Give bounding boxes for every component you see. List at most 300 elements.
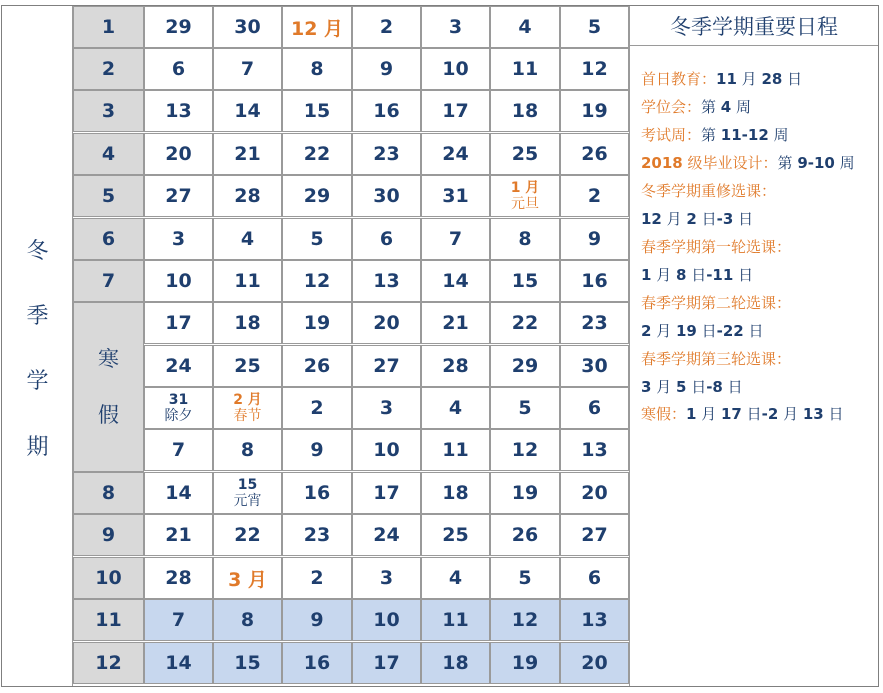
day-number: 17	[442, 100, 469, 122]
day-number: 25	[234, 355, 261, 377]
schedule-text: 4	[720, 98, 732, 116]
schedule-text: 日	[823, 405, 844, 423]
day-number: 3	[448, 16, 463, 38]
day-number: 18	[234, 312, 261, 334]
day-number: 13	[165, 100, 192, 122]
day-number: 15	[303, 100, 331, 122]
schedule-text: -8	[706, 378, 723, 396]
day-cell	[490, 6, 560, 48]
day-number: 17	[373, 482, 400, 504]
day-cell	[421, 557, 490, 599]
day-cell	[282, 175, 352, 217]
day-number: 24	[373, 524, 400, 546]
day-number: 16	[303, 652, 331, 674]
day-number: 26	[511, 524, 539, 546]
day-cell	[352, 6, 421, 48]
holiday-label: 除夕	[164, 408, 193, 424]
day-number: 27	[373, 355, 400, 377]
day-number: 12	[511, 609, 539, 631]
day-cell	[213, 472, 282, 514]
schedule-text: -2	[761, 405, 779, 423]
day-number: 9	[379, 58, 394, 80]
day-cell	[560, 429, 629, 471]
day-cell	[144, 260, 213, 302]
schedule-text: 日	[696, 322, 717, 340]
day-cell	[560, 6, 629, 48]
schedule-text: 月	[651, 378, 676, 396]
day-number: 5	[518, 397, 532, 419]
schedule-text: 第	[701, 98, 721, 116]
day-number: 12	[303, 270, 331, 292]
day-cell	[213, 48, 282, 90]
day-number: 11	[511, 58, 539, 80]
week-number-cell: 1	[73, 6, 144, 48]
day-number: 28	[234, 185, 261, 207]
week-number-cell: 2	[73, 48, 144, 90]
day-cell	[144, 48, 213, 90]
day-number: 4	[518, 16, 532, 38]
day-number: 16	[581, 270, 608, 292]
day-number: 6	[587, 397, 602, 419]
schedule-text: 首日教育：	[641, 70, 717, 88]
day-cell	[144, 302, 213, 344]
day-number: 29	[511, 355, 539, 377]
day-cell	[282, 557, 352, 599]
day-cell	[213, 218, 282, 260]
schedule-item	[641, 68, 802, 89]
day-cell	[421, 429, 490, 471]
day-cell	[213, 260, 282, 302]
day-cell	[282, 345, 352, 387]
schedule-item	[641, 348, 791, 369]
holiday-label: 元旦	[511, 196, 539, 212]
week-number-cell: 8	[73, 472, 144, 514]
day-cell	[490, 514, 560, 556]
day-cell	[213, 90, 282, 132]
day-cell	[144, 218, 213, 260]
day-number: 6	[379, 228, 394, 250]
day-number: 12	[511, 439, 539, 461]
day-cell	[213, 133, 282, 175]
day-cell	[490, 642, 560, 684]
schedule-text: 日	[733, 210, 754, 228]
semester-label-char: 期	[26, 435, 49, 460]
day-cell	[144, 387, 213, 429]
day-cell	[560, 345, 629, 387]
day-cell	[282, 6, 352, 48]
schedule-text: 28	[761, 70, 783, 88]
holiday-label: 春节	[233, 408, 262, 424]
winter-break-char: 假	[98, 403, 119, 427]
day-number: 20	[165, 143, 192, 165]
day-number: 11	[442, 609, 469, 631]
day-number: 29	[165, 16, 192, 38]
day-number: 8	[240, 609, 255, 631]
day-cell	[144, 642, 213, 684]
day-cell	[144, 514, 213, 556]
day-number: 24	[442, 143, 469, 165]
day-number: 10	[165, 270, 192, 292]
day-number: 10	[442, 58, 469, 80]
schedule-text: 2	[641, 322, 652, 340]
day-cell	[560, 599, 629, 641]
day-number: 18	[442, 652, 469, 674]
day-number: 2	[587, 185, 602, 207]
schedule-text: 日	[743, 322, 764, 340]
day-number: 9	[587, 228, 602, 250]
day-cell	[352, 260, 421, 302]
day-cell	[421, 6, 490, 48]
day-cell	[282, 133, 352, 175]
schedule-text: 1	[641, 266, 652, 284]
schedule-item	[641, 264, 753, 285]
day-number: 4	[240, 228, 255, 250]
schedule-text: 冬季学期重修选课：	[641, 182, 777, 200]
day-cell	[560, 218, 629, 260]
day-cell	[213, 345, 282, 387]
schedule-title: 冬季学期重要日程	[630, 6, 878, 46]
day-cell	[560, 642, 629, 684]
day-cell	[421, 260, 490, 302]
schedule-item	[641, 292, 791, 313]
day-cell	[421, 599, 490, 641]
day-cell	[421, 218, 490, 260]
day-number: 30	[373, 185, 400, 207]
day-cell	[352, 302, 421, 344]
schedule-text: 月	[736, 70, 762, 88]
semester-label-char: 学	[26, 369, 49, 394]
schedule-item	[641, 320, 764, 341]
day-number: 6	[587, 567, 602, 589]
day-number: 13	[581, 609, 608, 631]
day-cell	[352, 429, 421, 471]
day-number: 25	[511, 143, 539, 165]
day-number: 5	[518, 567, 532, 589]
schedule-text: 8	[675, 266, 687, 284]
day-number: 9	[310, 609, 324, 631]
schedule-text: 13	[802, 405, 824, 423]
day-cell	[352, 642, 421, 684]
day-cell	[490, 218, 560, 260]
day-number: 3	[171, 228, 186, 250]
schedule-item	[641, 96, 751, 117]
day-number: 29	[303, 185, 331, 207]
day-cell	[421, 302, 490, 344]
day-cell	[352, 514, 421, 556]
day-cell	[144, 345, 213, 387]
day-cell	[213, 429, 282, 471]
day-cell	[282, 90, 352, 132]
schedule-text: 3	[641, 378, 652, 396]
schedule-text: 春季学期第一轮选课：	[641, 238, 792, 256]
schedule-text: 日	[782, 70, 803, 88]
day-number: 2 月	[233, 392, 262, 408]
day-number: 16	[303, 482, 331, 504]
day-cell	[490, 345, 560, 387]
day-cell	[421, 514, 490, 556]
semester-label-char: 冬	[26, 239, 49, 264]
day-number: 14	[165, 482, 192, 504]
schedule-text: 11-12	[720, 126, 769, 144]
schedule-panel	[629, 6, 878, 686]
day-cell	[213, 6, 282, 48]
schedule-text: 5	[675, 378, 687, 396]
day-cell	[144, 6, 213, 48]
day-number: 3	[379, 567, 394, 589]
day-number: 30	[234, 16, 261, 38]
day-cell	[560, 302, 629, 344]
day-cell	[421, 345, 490, 387]
schedule-text: 日	[686, 266, 707, 284]
day-number: 23	[581, 312, 608, 334]
schedule-text: 1	[686, 405, 697, 423]
day-cell	[421, 90, 490, 132]
day-cell	[560, 472, 629, 514]
day-cell	[213, 599, 282, 641]
day-number: 15	[511, 270, 539, 292]
day-number: 4	[448, 567, 463, 589]
day-number: 2	[310, 567, 324, 589]
schedule-text: 第	[701, 126, 721, 144]
day-number: 22	[303, 143, 331, 165]
schedule-item	[641, 403, 844, 424]
schedule-text: 春季学期第二轮选课：	[641, 294, 792, 312]
day-number: 23	[373, 143, 400, 165]
day-cell	[352, 387, 421, 429]
day-cell	[490, 429, 560, 471]
schedule-text: 月	[778, 405, 803, 423]
day-number: 25	[442, 524, 469, 546]
day-number: 15	[237, 477, 258, 493]
day-cell	[490, 133, 560, 175]
day-cell	[352, 133, 421, 175]
day-number: 22	[234, 524, 261, 546]
week-number-cell: 10	[73, 557, 144, 599]
schedule-text: 春季学期第三轮选课：	[641, 350, 792, 368]
day-cell	[490, 175, 560, 217]
day-cell	[282, 218, 352, 260]
day-number: 14	[165, 652, 192, 674]
schedule-text: 月	[651, 266, 676, 284]
day-cell	[213, 175, 282, 217]
day-number: 19	[303, 312, 331, 334]
day-number: 14	[442, 270, 469, 292]
schedule-text: 日	[722, 378, 743, 396]
day-number: 7	[448, 228, 463, 250]
schedule-text: 2	[686, 210, 697, 228]
day-cell	[490, 302, 560, 344]
schedule-text: 11	[716, 70, 737, 88]
schedule-text: 级毕业设计：	[682, 154, 778, 172]
day-number: 27	[165, 185, 192, 207]
day-cell	[490, 90, 560, 132]
day-number: 5	[310, 228, 324, 250]
schedule-text: 周	[768, 126, 789, 144]
day-cell	[282, 302, 352, 344]
day-cell	[282, 48, 352, 90]
day-cell	[352, 472, 421, 514]
day-cell	[421, 387, 490, 429]
day-number: 16	[373, 100, 400, 122]
day-cell	[352, 175, 421, 217]
day-number: 31	[168, 392, 189, 408]
day-number: 24	[165, 355, 192, 377]
day-number: 7	[240, 58, 255, 80]
day-cell	[560, 514, 629, 556]
day-number: 10	[373, 439, 400, 461]
day-cell	[144, 557, 213, 599]
day-cell	[282, 599, 352, 641]
day-number: 8	[240, 439, 255, 461]
day-number: 11	[234, 270, 261, 292]
day-cell	[421, 133, 490, 175]
schedule-text: 19	[675, 322, 697, 340]
day-cell	[560, 387, 629, 429]
day-cell	[144, 429, 213, 471]
day-cell	[421, 48, 490, 90]
day-number: 14	[234, 100, 261, 122]
day-number: 1 月	[510, 180, 540, 196]
day-cell	[213, 302, 282, 344]
day-cell	[560, 175, 629, 217]
schedule-text: 2018	[641, 154, 683, 172]
day-number: 28	[165, 567, 192, 589]
day-cell	[352, 599, 421, 641]
day-cell	[282, 387, 352, 429]
schedule-text: 周	[834, 154, 855, 172]
day-cell	[490, 557, 560, 599]
day-cell	[282, 514, 352, 556]
day-number: 13	[581, 439, 608, 461]
day-number: 8	[310, 58, 324, 80]
day-cell	[352, 48, 421, 90]
week-number-cell: 12	[73, 642, 144, 684]
day-cell	[560, 260, 629, 302]
winter-break-label	[73, 302, 144, 472]
day-number: 21	[442, 312, 469, 334]
schedule-text: 考试周：	[641, 126, 702, 144]
day-number: 21	[234, 143, 261, 165]
day-cell	[144, 133, 213, 175]
day-number: 6	[171, 58, 186, 80]
schedule-text: 日	[741, 405, 762, 423]
schedule-text: 月	[651, 322, 676, 340]
day-cell	[282, 642, 352, 684]
schedule-text: 日	[686, 378, 707, 396]
day-cell	[282, 472, 352, 514]
day-number: 30	[581, 355, 608, 377]
week-number-cell: 9	[73, 514, 144, 556]
day-cell	[560, 133, 629, 175]
day-cell	[490, 472, 560, 514]
schedule-text: -11	[706, 266, 734, 284]
day-number: 26	[303, 355, 331, 377]
week-number-cell: 6	[73, 218, 144, 260]
day-cell	[352, 218, 421, 260]
schedule-text: 寒假：	[641, 405, 687, 423]
day-number: 28	[442, 355, 469, 377]
day-number: 18	[511, 100, 539, 122]
day-number: 19	[581, 100, 608, 122]
day-number: 26	[581, 143, 608, 165]
day-number: 17	[373, 652, 400, 674]
schedule-text: 第	[777, 154, 798, 172]
day-cell	[490, 260, 560, 302]
day-cell	[282, 260, 352, 302]
day-number: 13	[373, 270, 400, 292]
day-cell	[421, 175, 490, 217]
day-cell	[352, 345, 421, 387]
day-number: 2	[310, 397, 324, 419]
day-number: 12	[581, 58, 608, 80]
week-number-cell: 3	[73, 90, 144, 132]
day-number: 21	[165, 524, 192, 546]
semester-label-char: 季	[26, 304, 49, 329]
day-cell	[421, 642, 490, 684]
day-number: 11	[442, 439, 469, 461]
day-number: 2	[379, 16, 394, 38]
day-cell	[560, 557, 629, 599]
day-number: 20	[581, 652, 608, 674]
day-cell	[490, 48, 560, 90]
schedule-item	[641, 208, 753, 229]
day-number: 31	[442, 185, 469, 207]
day-cell	[421, 472, 490, 514]
schedule-item	[641, 152, 855, 173]
schedule-item	[641, 180, 776, 201]
day-number: 3 月	[228, 568, 267, 591]
schedule-text: 17	[721, 405, 742, 423]
schedule-text: 日	[696, 210, 717, 228]
day-number: 4	[448, 397, 463, 419]
day-number: 22	[511, 312, 539, 334]
day-number: 18	[442, 482, 469, 504]
holiday-label: 元宵	[233, 493, 262, 509]
day-number: 17	[165, 312, 192, 334]
day-number: 19	[511, 652, 539, 674]
schedule-text: 月	[696, 405, 721, 423]
schedule-text: -22	[716, 322, 744, 340]
schedule-text: 日	[733, 266, 754, 284]
day-cell	[560, 48, 629, 90]
day-number: 9	[310, 439, 324, 461]
day-cell	[560, 90, 629, 132]
day-number: 12 月	[290, 17, 344, 40]
day-cell	[144, 472, 213, 514]
day-cell	[490, 387, 560, 429]
day-number: 7	[171, 609, 186, 631]
day-number: 19	[511, 482, 539, 504]
schedule-item	[641, 236, 791, 257]
day-cell	[144, 599, 213, 641]
day-number: 8	[518, 228, 532, 250]
day-number: 7	[171, 439, 186, 461]
week-number-cell: 4	[73, 133, 144, 175]
day-cell	[213, 557, 282, 599]
day-number: 27	[581, 524, 608, 546]
day-cell	[352, 557, 421, 599]
schedule-item	[641, 376, 743, 397]
schedule-text: 学位会：	[641, 98, 702, 116]
schedule-text: 9-10	[797, 154, 835, 172]
week-number-cell: 5	[73, 175, 144, 217]
day-cell	[213, 387, 282, 429]
day-number: 23	[303, 524, 331, 546]
winter-break-char: 寒	[98, 347, 119, 371]
semester-label-column	[2, 6, 73, 686]
schedule-text: 月	[661, 210, 687, 228]
day-number: 10	[373, 609, 400, 631]
